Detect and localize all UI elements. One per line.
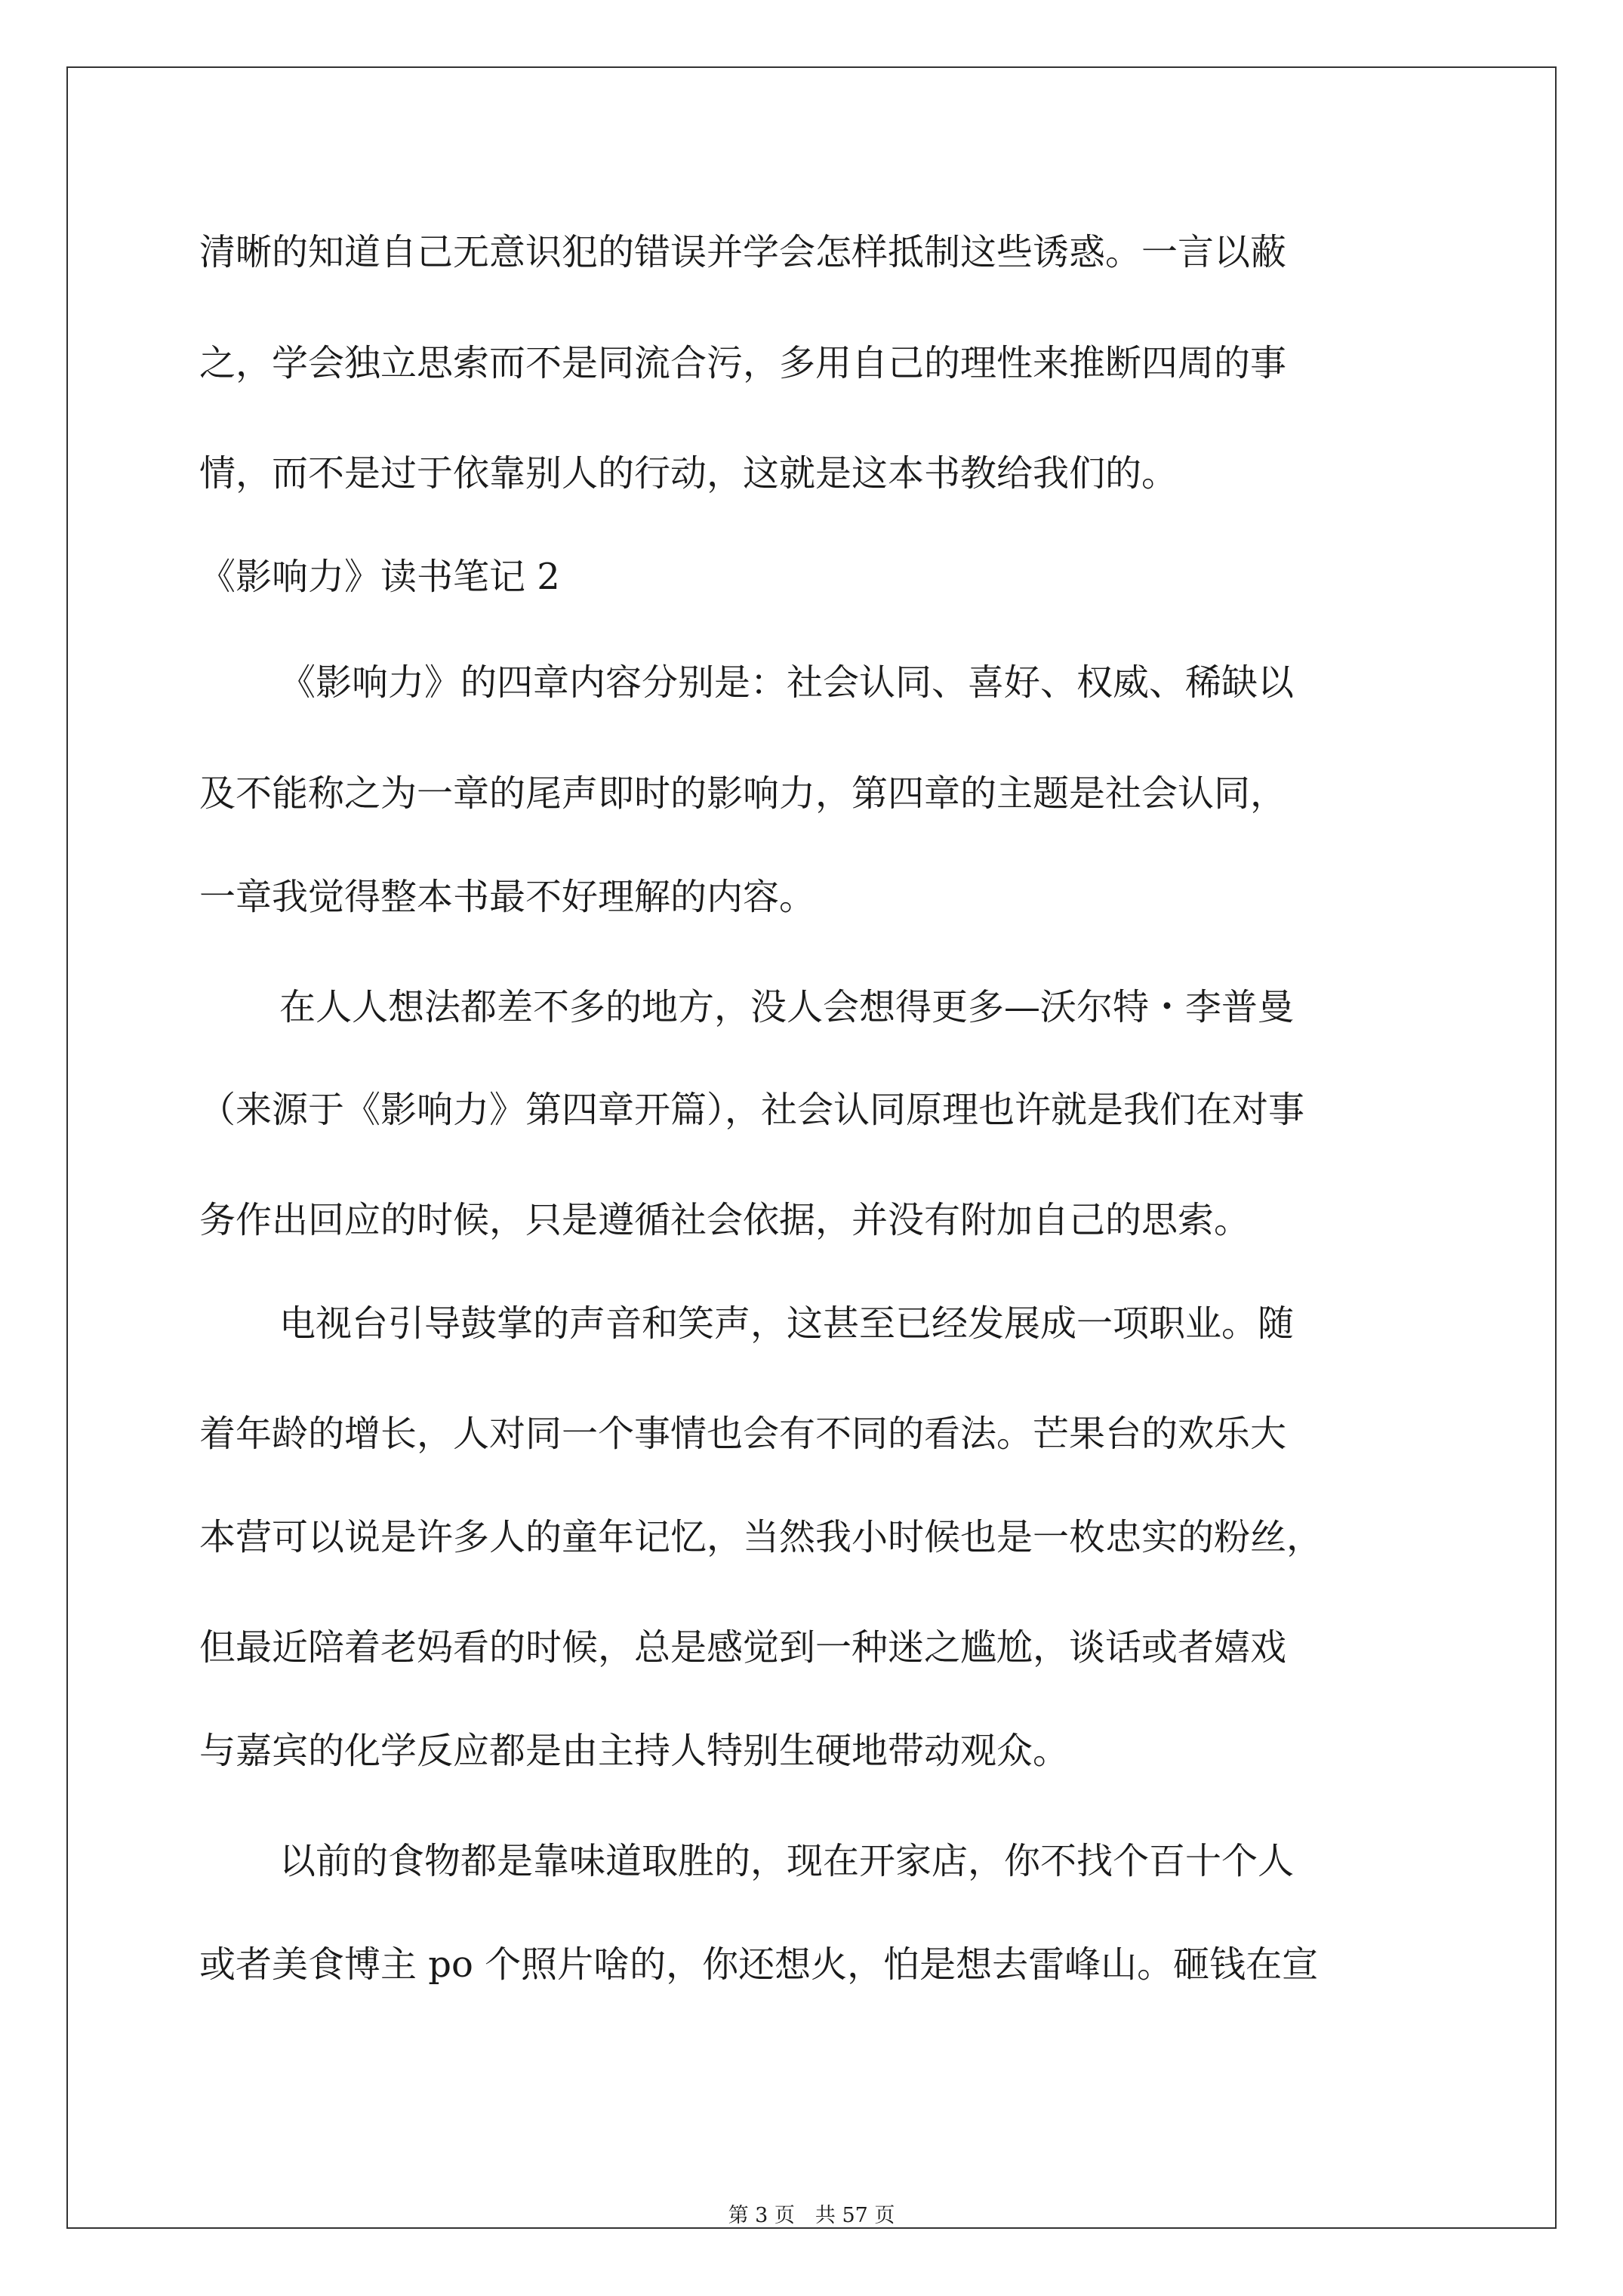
paragraph-line: 电视台引导鼓掌的声音和笑声，这甚至已经发展成一项职业。随 (279, 1302, 1295, 1345)
paragraph-line: 一章我觉得整本书最不好理解的内容。 (199, 876, 816, 918)
paragraph-line: 或者美食博主 po 个照片啥的，你还想火，怕是想去雷峰山。砸钱在宣 (199, 1943, 1319, 1986)
paragraph-line: 及不能称之为一章的尾声即时的影响力，第四章的主题是社会认同， (199, 772, 1287, 815)
paragraph-line: 在人人想法都差不多的地方，没人会想得更多—沃尔特・李普曼 (279, 986, 1295, 1028)
paragraph-line: 本营可以说是许多人的童年记忆，当然我小时候也是一枚忠实的粉丝， (199, 1516, 1323, 1558)
section-heading: 《影响力》读书笔记 2 (199, 556, 560, 598)
page-number-footer: 第 3 页 共 57 页 (728, 2204, 895, 2227)
paragraph-line: 《影响力》的四章内容分别是：社会认同、喜好、权威、稀缺以 (279, 661, 1295, 704)
paragraph-line: 清晰的知道自己无意识犯的错误并学会怎样抵制这些诱惑。一言以蔽 (199, 231, 1287, 273)
paragraph-line: 但最近陪着老妈看的时候，总是感觉到一种迷之尴尬，谈话或者嬉戏 (199, 1626, 1287, 1669)
paragraph-line: 之，学会独立思索而不是同流合污，多用自己的理性来推断四周的事 (199, 342, 1287, 384)
paragraph-line: 与嘉宾的化学反应都是由主持人特别生硬地带动观众。 (199, 1730, 1070, 1772)
paragraph-line: 以前的食物都是靠味道取胜的，现在开家店，你不找个百十个人 (279, 1840, 1295, 1882)
paragraph-line: （来源于《影响力》第四章开篇），社会认同原理也许就是我们在对事 (199, 1089, 1305, 1131)
paragraph-line: 着年龄的增长，人对同一个事情也会有不同的看法。芒果台的欢乐大 (199, 1413, 1287, 1455)
page-border (66, 66, 1557, 2229)
paragraph-line: 务作出回应的时候，只是遵循社会依据，并没有附加自己的思索。 (199, 1199, 1251, 1241)
paragraph-line: 情，而不是过于依靠别人的行动，这就是这本书教给我们的。 (199, 452, 1178, 495)
